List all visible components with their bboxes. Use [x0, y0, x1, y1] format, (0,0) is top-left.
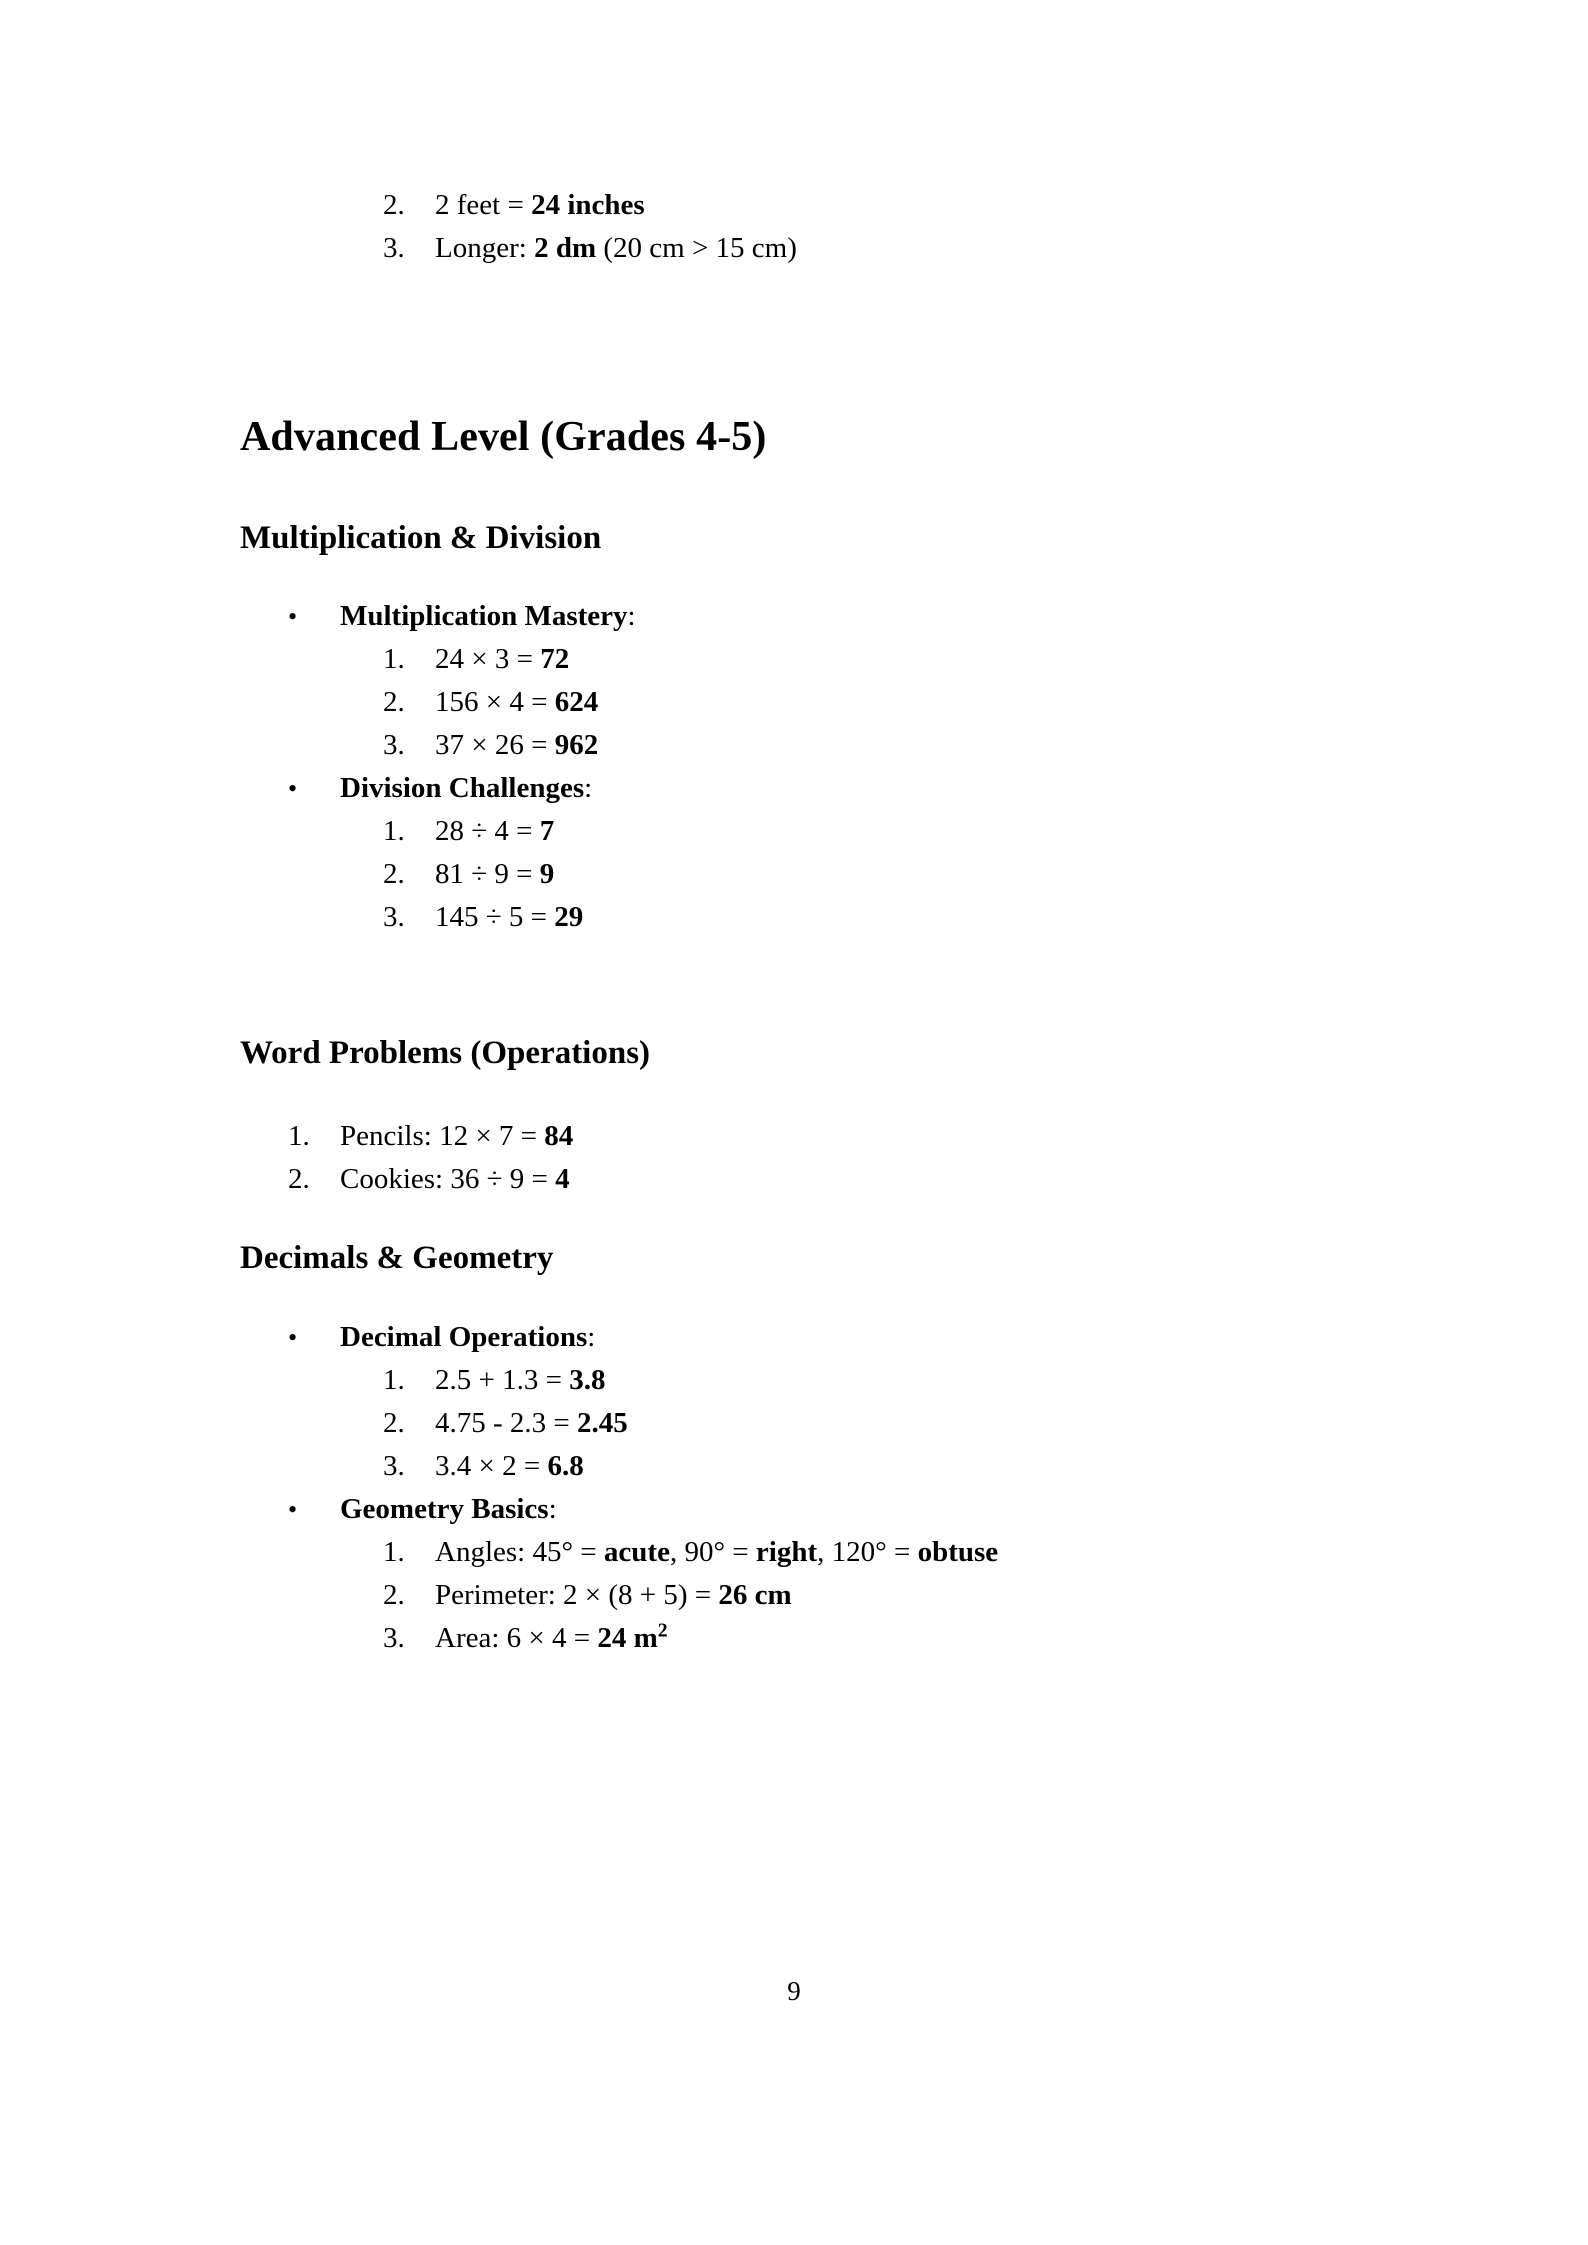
item-prefix: Longer:	[435, 232, 535, 264]
item-answer-value: 24 m	[597, 1622, 658, 1654]
list-item-text	[435, 1574, 792, 1617]
group-label	[340, 1488, 557, 1531]
page-number: 9	[787, 1976, 801, 2006]
list-item	[383, 896, 636, 939]
angles-sep-1: , 90° =	[669, 1536, 756, 1568]
list-item	[383, 227, 797, 270]
list-marker: 3.	[383, 232, 405, 264]
list-item-text	[435, 681, 598, 724]
bullet-icon: •	[288, 1323, 298, 1352]
list-item	[383, 638, 636, 681]
bullet-list	[288, 595, 636, 638]
list-item-text	[340, 1115, 573, 1158]
list-marker: 3.	[383, 901, 405, 933]
numbered-sublist	[383, 638, 636, 767]
bullet-list	[288, 767, 636, 810]
list-marker: 3.	[383, 729, 405, 761]
list-item	[383, 1359, 998, 1402]
item-answer: 3.8	[569, 1364, 606, 1396]
list-item-text	[435, 184, 645, 227]
list-item	[288, 1316, 998, 1359]
list-item	[383, 1617, 998, 1660]
item-prefix: 37 × 26 =	[435, 729, 555, 761]
list-item	[383, 1402, 998, 1445]
section-heading-multiplication-division: Multiplication & Division	[240, 520, 602, 556]
group-label	[340, 595, 636, 638]
word-problems-list	[288, 1115, 573, 1201]
item-answer: 624	[554, 686, 599, 718]
item-suffix: (20 cm > 15 cm)	[596, 232, 797, 264]
list-marker: 2.	[383, 189, 405, 221]
list-item-text	[435, 638, 569, 681]
angles-prefix: Angles: 45° =	[435, 1536, 604, 1568]
list-item-text	[340, 1158, 570, 1201]
item-answer: 29	[554, 901, 584, 933]
list-item	[383, 1574, 998, 1617]
list-marker: 3.	[383, 1622, 405, 1654]
list-item-text	[435, 1617, 668, 1660]
superscript-exponent: 2	[657, 1619, 668, 1642]
list-item-text	[435, 724, 598, 767]
bullet-list	[288, 1488, 998, 1531]
item-prefix: 145 ÷ 5 =	[435, 901, 555, 933]
item-answer: 84	[544, 1120, 574, 1152]
item-answer: 9	[539, 858, 555, 890]
numbered-sublist	[383, 810, 636, 939]
list-item	[383, 681, 636, 724]
group-label-text: Division Challenges	[340, 772, 585, 804]
angles-answer-acute: acute	[603, 1536, 670, 1568]
list-item-text	[435, 1445, 584, 1488]
item-answer: 6.8	[547, 1450, 584, 1482]
item-answer: 2.45	[577, 1407, 628, 1439]
list-marker: 1.	[383, 1364, 405, 1396]
section-heading-decimals-geometry: Decimals & Geometry	[240, 1240, 554, 1276]
list-marker: 1.	[383, 815, 405, 847]
list-marker: 1.	[383, 643, 405, 675]
list-item	[288, 1158, 573, 1201]
list-item-text	[435, 853, 554, 896]
item-prefix: 2.5 + 1.3 =	[435, 1364, 570, 1396]
list-marker: 2.	[383, 686, 405, 718]
list-item	[383, 184, 797, 227]
group-label-colon: :	[627, 600, 636, 632]
group-label-text: Decimal Operations	[340, 1321, 588, 1353]
bullet-icon: •	[288, 602, 298, 631]
item-prefix: Pencils: 12 × 7 =	[340, 1120, 545, 1152]
item-prefix: 3.4 × 2 =	[435, 1450, 548, 1482]
group-label	[340, 1316, 595, 1359]
multiplication-division-lists	[240, 595, 636, 939]
item-answer: 7	[539, 815, 555, 847]
list-item	[288, 767, 636, 810]
list-marker: 2.	[383, 858, 405, 890]
list-item	[383, 853, 636, 896]
item-answer: 2 dm	[534, 232, 597, 264]
group-label-colon: :	[587, 1321, 596, 1353]
item-prefix: 81 ÷ 9 =	[435, 858, 540, 890]
group-label-colon: :	[548, 1493, 557, 1525]
list-item	[383, 1531, 998, 1574]
item-prefix: Area: 6 × 4 =	[435, 1622, 598, 1654]
list-item	[288, 1115, 573, 1158]
item-answer: 4	[555, 1163, 570, 1195]
item-answer: 72	[540, 643, 570, 675]
list-item-text	[435, 1531, 998, 1574]
list-item	[288, 595, 636, 638]
group-label-colon: :	[584, 772, 593, 804]
list-item	[383, 724, 636, 767]
item-prefix: 2 feet =	[435, 189, 532, 221]
list-marker: 1.	[288, 1120, 310, 1152]
list-item-text	[435, 1359, 605, 1402]
page-title: Advanced Level (Grades 4-5)	[240, 414, 767, 460]
list-marker: 2.	[383, 1407, 405, 1439]
item-prefix: 4.75 - 2.3 =	[435, 1407, 578, 1439]
list-marker: 2.	[288, 1163, 310, 1195]
bullet-icon: •	[288, 1495, 298, 1524]
group-label-text: Geometry Basics	[340, 1493, 549, 1525]
item-prefix: 28 ÷ 4 =	[435, 815, 540, 847]
item-prefix: 156 × 4 =	[435, 686, 555, 718]
list-marker: 3.	[383, 1450, 405, 1482]
item-answer: 962	[554, 729, 599, 761]
angles-answer-right: right	[755, 1536, 818, 1568]
angles-sep-2: , 120° =	[817, 1536, 918, 1568]
numbered-sublist	[383, 1531, 998, 1660]
numbered-sublist	[383, 1359, 998, 1488]
section-heading-word-problems: Word Problems (Operations)	[240, 1035, 651, 1071]
list-item	[383, 1445, 998, 1488]
list-item-text	[435, 810, 554, 853]
bullet-icon: •	[288, 774, 298, 803]
continued-measurement-list	[383, 184, 797, 270]
item-prefix: Perimeter: 2 × (8 + 5) =	[435, 1579, 719, 1611]
list-marker: 1.	[383, 1536, 405, 1568]
list-marker: 2.	[383, 1579, 405, 1611]
item-prefix: 24 × 3 =	[435, 643, 541, 675]
item-answer: 26 cm	[718, 1579, 792, 1611]
item-answer: 24 inches	[531, 189, 645, 221]
bullet-list	[288, 1316, 998, 1359]
list-item-text	[435, 1402, 628, 1445]
item-answer	[597, 1619, 668, 1654]
list-item	[383, 810, 636, 853]
group-label-text: Multiplication Mastery	[340, 600, 628, 632]
list-item-text	[435, 227, 797, 270]
group-label	[340, 767, 592, 810]
angles-answer-obtuse: obtuse	[917, 1536, 999, 1568]
decimals-geometry-lists	[240, 1316, 998, 1660]
list-item	[288, 1488, 998, 1531]
list-item-text	[435, 896, 583, 939]
item-prefix: Cookies: 36 ÷ 9 =	[340, 1163, 556, 1195]
